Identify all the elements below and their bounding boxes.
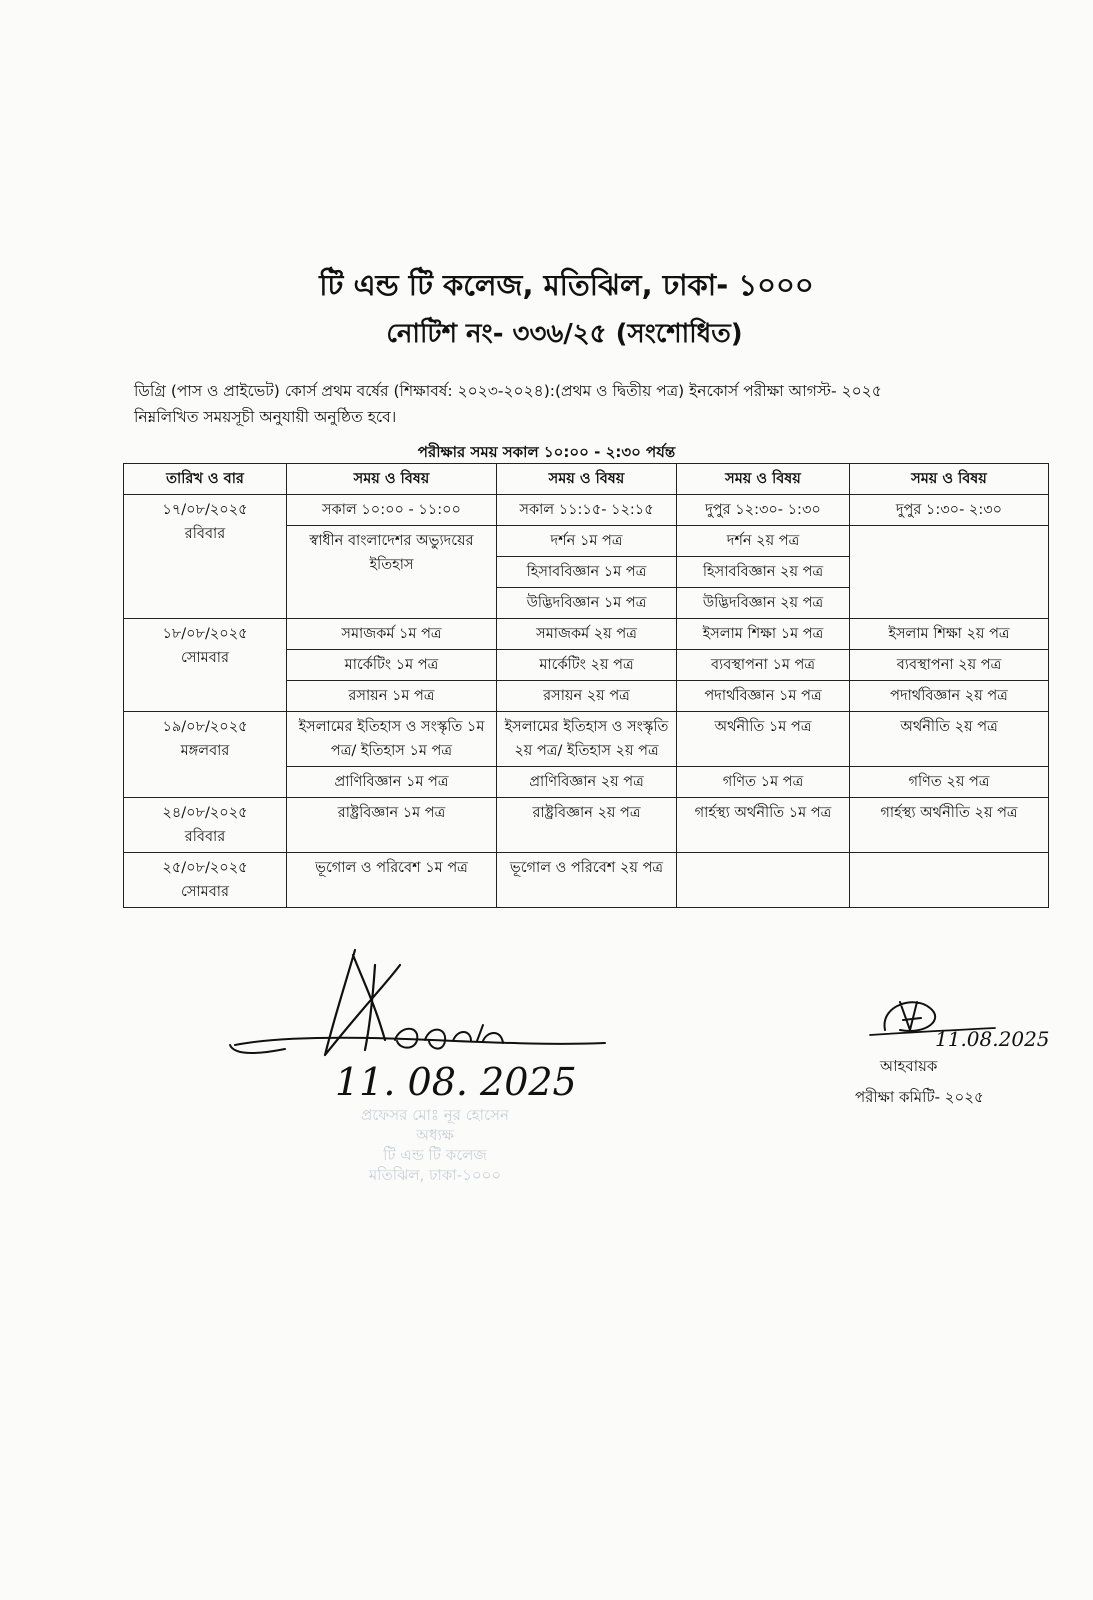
header-slot-1: সময় ও বিষয় (287, 464, 497, 495)
subject-cell: ইসলাম শিক্ষা ২য় পত্র (850, 619, 1049, 650)
stamp-line: মতিঝিল, ঢাকা-১০০০ (368, 1166, 502, 1184)
exam-time-note: পরীক্ষার সময় সকাল ১০:০০ - ২:৩০ পর্যন্ত (417, 443, 676, 461)
subject-cell: রাষ্ট্রবিজ্ঞান ১ম পত্র (287, 798, 497, 853)
weekday: মঙ্গলবার (180, 743, 230, 759)
subject-cell: পদার্থবিজ্ঞান ২য় পত্র (850, 681, 1049, 712)
subject-cell: রসায়ন ২য় পত্র (497, 681, 677, 712)
notice-number: নোটিশ নং- ৩৩৬/২৫ (সংশোধিত) (386, 319, 743, 349)
header-slot-4: সময় ও বিষয় (850, 464, 1049, 495)
header-slot-3: সময় ও বিষয় (677, 464, 850, 495)
exam-schedule-table (123, 463, 1049, 908)
header-date: তারিখ ও বার (124, 464, 287, 495)
subject-cell: ভূগোল ও পরিবেশ ২য় পত্র (497, 853, 677, 908)
date: ২৫/০৮/২০২৫ (162, 860, 248, 876)
header-slot-2: সময় ও বিষয় (497, 464, 677, 495)
time-slot: সকাল ১১:১৫- ১২:১৫ (497, 495, 677, 526)
date: ১৭/০৮/২০২৫ (162, 502, 248, 518)
subject-cell: উদ্ভিদবিজ্ঞান ১ম পত্র (497, 588, 677, 619)
date: ২৪/০৮/২০২৫ (162, 805, 248, 821)
empty-cell (850, 526, 1049, 619)
intro-line-2: নিম্নলিখিত সময়সূচী অনুযায়ী অনুষ্ঠিত হবে। (134, 408, 397, 426)
subject-cell: দর্শন ১ম পত্র (497, 526, 677, 557)
weekday: সোমবার (181, 650, 229, 666)
subject-cell: রসায়ন ১ম পত্র (287, 681, 497, 712)
time-slot: দুপুর ১২:৩০- ১:৩০ (677, 495, 850, 526)
date-cell (124, 495, 287, 619)
table-row (124, 619, 1049, 650)
empty-cell (850, 853, 1049, 908)
subject-cell: মার্কেটিং ১ম পত্র (287, 650, 497, 681)
stamp-line: অধ্যক্ষ (416, 1126, 454, 1144)
table-row (124, 495, 1049, 526)
subject-cell: ব্যবস্থাপনা ১ম পত্র (677, 650, 850, 681)
subject-cell: দর্শন ২য় পত্র (677, 526, 850, 557)
subject-cell: উদ্ভিদবিজ্ঞান ২য় পত্র (677, 588, 850, 619)
weekday: রবিবার (184, 526, 226, 542)
time-slot: সকাল ১০:০০ - ১১:০০ (287, 495, 497, 526)
subject-cell: প্রাণিবিজ্ঞান ১ম পত্র (287, 767, 497, 798)
subject-cell: মার্কেটিং ২য় পত্র (497, 650, 677, 681)
time-slot: দুপুর ১:৩০- ২:৩০ (850, 495, 1049, 526)
principal-signature-date: 11. 08. 2025 (335, 1060, 577, 1104)
college-name: টি এন্ড টি কলেজ, মতিঝিল, ঢাকা- ১০০০ (319, 268, 814, 302)
subject-cell: ইসলামের ইতিহাস ও সংস্কৃতি ১ম পত্র/ ইতিহাস ১ম পত্র (287, 712, 497, 767)
subject-cell: গণিত ১ম পত্র (677, 767, 850, 798)
subject-cell: হিসাববিজ্ঞান ২য় পত্র (677, 557, 850, 588)
date: ১৯/০৮/২০২৫ (162, 719, 248, 735)
subject-cell: ভূগোল ও পরিবেশ ১ম পত্র (287, 853, 497, 908)
stamp-line: টি এন্ড টি কলেজ (383, 1146, 487, 1164)
subject-cell: পদার্থবিজ্ঞান ১ম পত্র (677, 681, 850, 712)
stamp-line: প্রফেসর মোঃ নূর হোসেন (361, 1106, 509, 1124)
subject-cell: স্বাধীন বাংলাদেশর অভ্যুদয়ের ইতিহাস (287, 526, 497, 619)
table-row (124, 798, 1049, 853)
subject-cell: সমাজকর্ম ১ম পত্র (287, 619, 497, 650)
date-cell (124, 798, 287, 853)
weekday: রবিবার (184, 829, 226, 845)
subject-cell: গার্হস্থ্য অর্থনীতি ১ম পত্র (677, 798, 850, 853)
date-cell (124, 853, 287, 908)
principal-stamp (320, 1105, 550, 1185)
subject-cell: গণিত ২য় পত্র (850, 767, 1049, 798)
subject-cell: ইসলামের ইতিহাস ও সংস্কৃতি ২য় পত্র/ ইতিহাস ২য় পত্র (497, 712, 677, 767)
subject-cell: অর্থনীতি ১ম পত্র (677, 712, 850, 767)
subject-cell: সমাজকর্ম ২য় পত্র (497, 619, 677, 650)
weekday: সোমবার (181, 884, 229, 900)
date: ১৮/০৮/২০২৫ (162, 626, 248, 642)
subject-cell: অর্থনীতি ২য় পত্র (850, 712, 1049, 767)
exam-committee-label: পরীক্ষা কমিটি- ২০২৫ (855, 1088, 984, 1106)
subject-cell: রাষ্ট্রবিজ্ঞান ২য় পত্র (497, 798, 677, 853)
subject-cell: প্রাণিবিজ্ঞান ২য় পত্র (497, 767, 677, 798)
table-header-row (124, 464, 1049, 495)
empty-cell (677, 853, 850, 908)
convener-signature-date: 11.08.2025 (935, 1027, 1050, 1051)
subject-cell: ইসলাম শিক্ষা ১ম পত্র (677, 619, 850, 650)
table-row (124, 853, 1049, 908)
intro-line-1: ডিগ্রি (পাস ও প্রাইভেট) কোর্স প্রথম বর্ষের (শিক্ষাবর্ষ: ২০২৩-২০২৪):(প্রথম ও দ্বিতীয় পত্র) ইনকোর্স পরীক্ষা আগস্ট- ২০২৫ (134, 382, 882, 400)
convener-label: আহবায়ক (880, 1057, 938, 1075)
date-cell (124, 619, 287, 712)
table-row (124, 712, 1049, 767)
date-cell (124, 712, 287, 798)
subject-cell: হিসাববিজ্ঞান ১ম পত্র (497, 557, 677, 588)
subject-cell: গার্হস্থ্য অর্থনীতি ২য় পত্র (850, 798, 1049, 853)
intro-paragraph (134, 378, 1034, 430)
subject-cell: ব্যবস্থাপনা ২য় পত্র (850, 650, 1049, 681)
